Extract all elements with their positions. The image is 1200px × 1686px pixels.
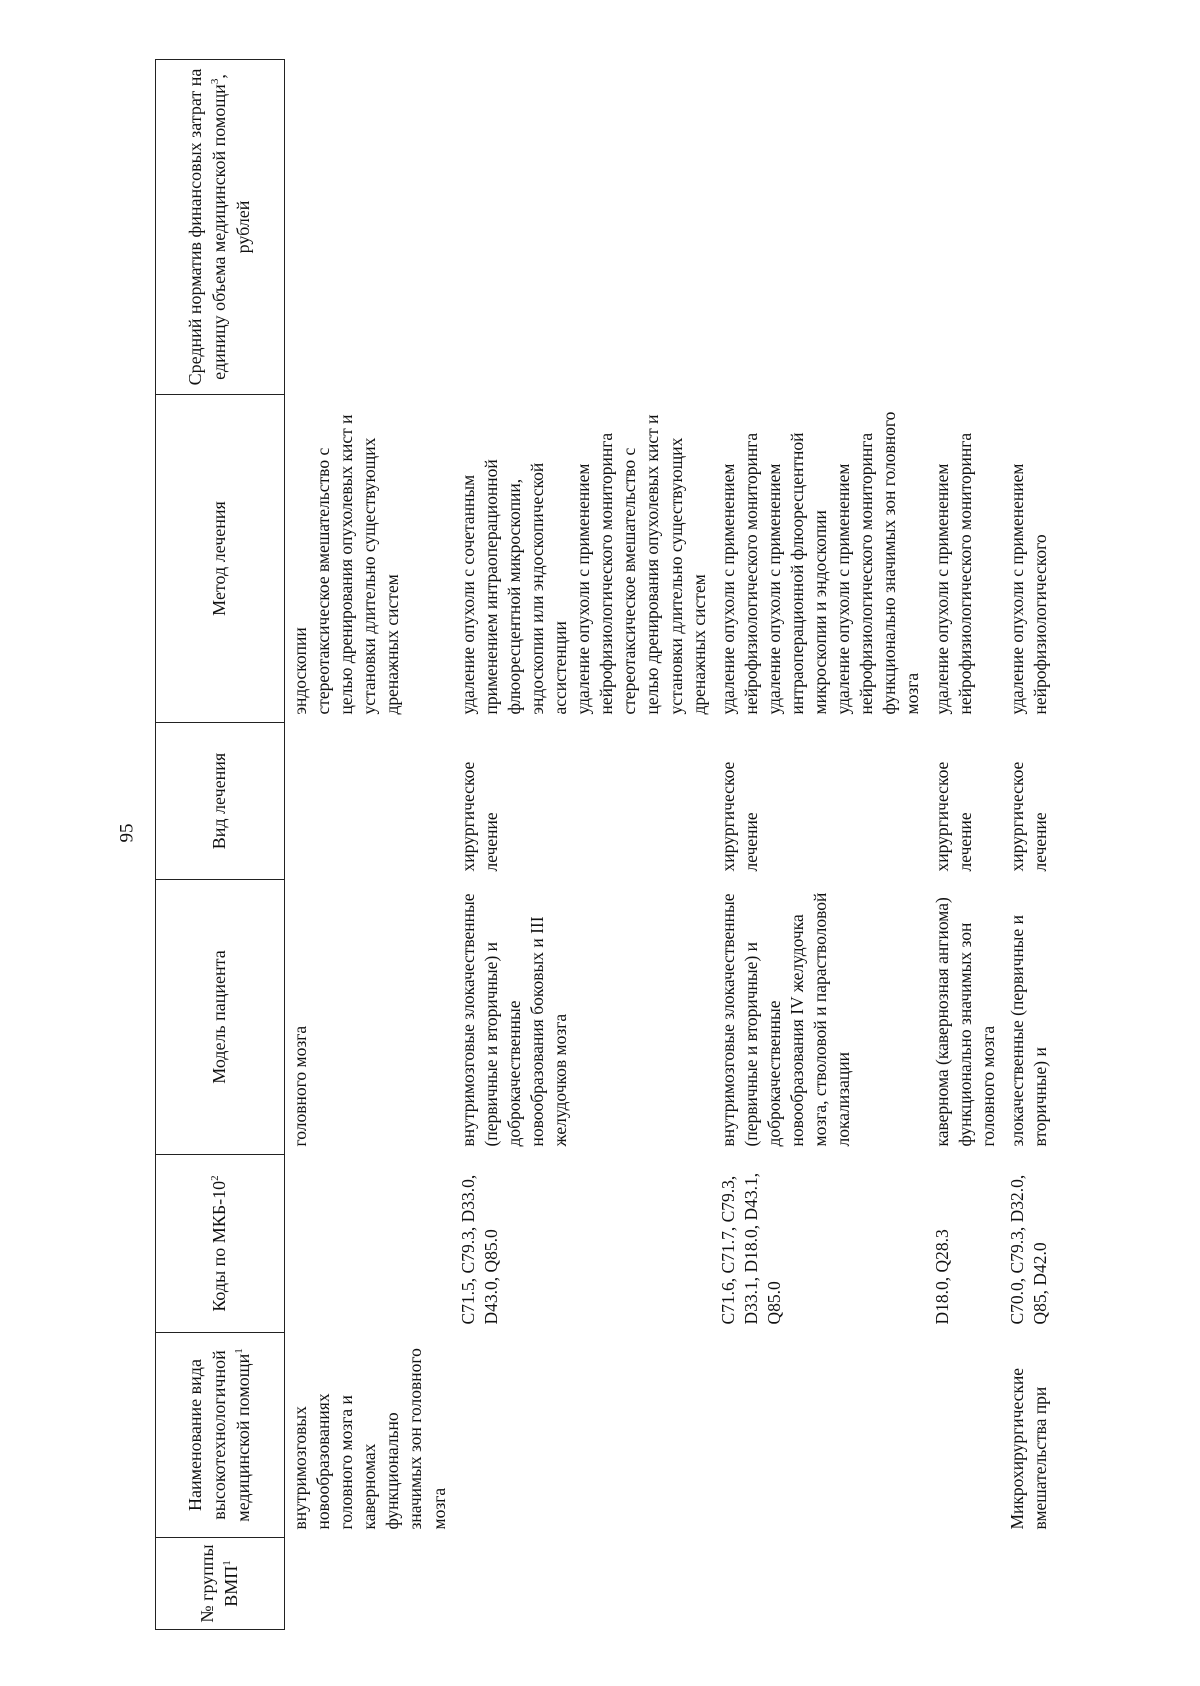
cell-patient-model: злокачественные (первичные и вторичные) и	[1006, 915, 1050, 1147]
cell-treatment-method	[285, 395, 455, 723]
header-treatment-type: Вид лечения	[156, 723, 285, 880]
header-icd-codes: Коды по МКБ-$10^2$	[156, 1155, 285, 1333]
cell-icd-codes: C70.0, C79.3, D32.0, Q85, D42.0	[1006, 1174, 1050, 1325]
cell-vmp-name	[715, 1333, 929, 1538]
cell-group-number	[455, 1538, 715, 1630]
cell-patient-model: внутримозговые злокачественные (первичные и вторичные) и доброкачественные новообразования боковых и III желудочков мозга	[457, 893, 571, 1147]
cell-vmp-name: Микрохирургические вмешательства при	[1006, 1367, 1050, 1530]
cell-patient-model: кавернома (кавернозная ангиома) функционально значимых зон головного мозга	[931, 897, 998, 1147]
cell-treatment-method	[1004, 395, 1056, 723]
method-item: удаление опухоли с применением нейрофизиологического	[1006, 463, 1050, 715]
cell-treatment-method	[715, 395, 929, 723]
cell-icd-codes: D18.0, Q28.3	[931, 1229, 952, 1325]
header-vmp-name: Наименование вида высокотехнологичной медицинской помощи$^1$	[156, 1333, 285, 1538]
cell-vmp-name	[929, 1333, 1004, 1538]
method-item: стереотаксическое вмешательство с целью дренирования опухолевых кист и установки длительно существующих дренажных систем	[313, 414, 403, 715]
cell-treatment-type: хирургическое лечение	[1006, 761, 1050, 872]
cell-average-cost	[455, 60, 715, 395]
vmp-table	[155, 59, 1056, 1630]
cell-icd-codes	[285, 1155, 455, 1333]
cell-group-number	[1004, 1538, 1056, 1630]
cell-patient-model: головного мозга	[290, 1025, 310, 1147]
table-row	[285, 60, 455, 1630]
page-number: 95	[116, 823, 138, 843]
method-item: удаление опухоли с применением нейрофизиологического мониторинга функционально значимых зон головного мозга	[833, 411, 923, 715]
cell-treatment-method	[929, 395, 1004, 723]
cell-icd-codes: C71.6, C71.7, C79.3, D33.1, D18.0, D43.1, Q85.0	[717, 1172, 784, 1325]
cell-average-cost	[929, 60, 1004, 395]
header-average-cost: Средний норматив финансовых затрат на единицу объема медицинской помощи$^3$, рублей	[156, 60, 285, 395]
table-header-row	[156, 60, 285, 1630]
method-item: эндоскопии	[290, 627, 310, 715]
cell-vmp-name	[455, 1333, 715, 1538]
cell-icd-codes: C71.5, C79.3, D33.0, D43.0, Q85.0	[457, 1174, 501, 1325]
rotated-page-content	[155, 60, 1105, 1630]
cell-patient-model: внутримозговые злокачественные (первичные и вторичные) и доброкачественные новообразования IV желудочка мозга, стволовой и парастволовой локализации	[717, 892, 854, 1147]
method-item: удаление опухоли с применением нейрофизиологического мониторинга	[931, 432, 975, 715]
method-item: удаление опухоли с применением нейрофизиологического мониторинга	[573, 432, 617, 715]
cell-average-cost	[1004, 60, 1056, 395]
table-row	[715, 60, 929, 1630]
table-row	[929, 60, 1004, 1630]
header-group-number: № группы ВМП$^1$	[156, 1538, 285, 1630]
cell-group-number	[285, 1538, 455, 1630]
header-patient-model: Модель пациента	[156, 880, 285, 1155]
header-treatment-method: Метод лечения	[156, 395, 285, 723]
cell-treatment-type	[285, 723, 455, 880]
cell-vmp-name: внутримозговых новообразованиях головного мозга и каверномах функционально значимых зон головного мозга	[290, 1348, 449, 1530]
cell-average-cost	[285, 60, 455, 395]
method-item: удаление опухоли с сочетанным применением интраоперационной флюоресцентной микроскопии, эндоскопии или эндоскопической ассистенции	[457, 459, 571, 715]
method-item: удаление опухоли с применением нейрофизиологического мониторинга	[717, 432, 761, 715]
method-item: стереотаксическое вмешательство с целью дренирования опухолевых кист и установки длительно существующих дренажных систем	[619, 414, 709, 715]
cell-group-number	[929, 1538, 1004, 1630]
table-row	[1004, 60, 1056, 1630]
cell-treatment-method	[455, 395, 715, 723]
cell-treatment-type: хирургическое лечение	[717, 761, 761, 872]
cell-group-number	[715, 1538, 929, 1630]
cell-treatment-type: хирургическое лечение	[931, 761, 975, 872]
cell-treatment-type: хирургическое лечение	[457, 761, 501, 872]
table-row	[455, 60, 715, 1630]
method-item: удаление опухоли с применением интраоперационной флюоресцентной микроскопии и эндоскопии	[763, 432, 831, 715]
cell-average-cost	[715, 60, 929, 395]
